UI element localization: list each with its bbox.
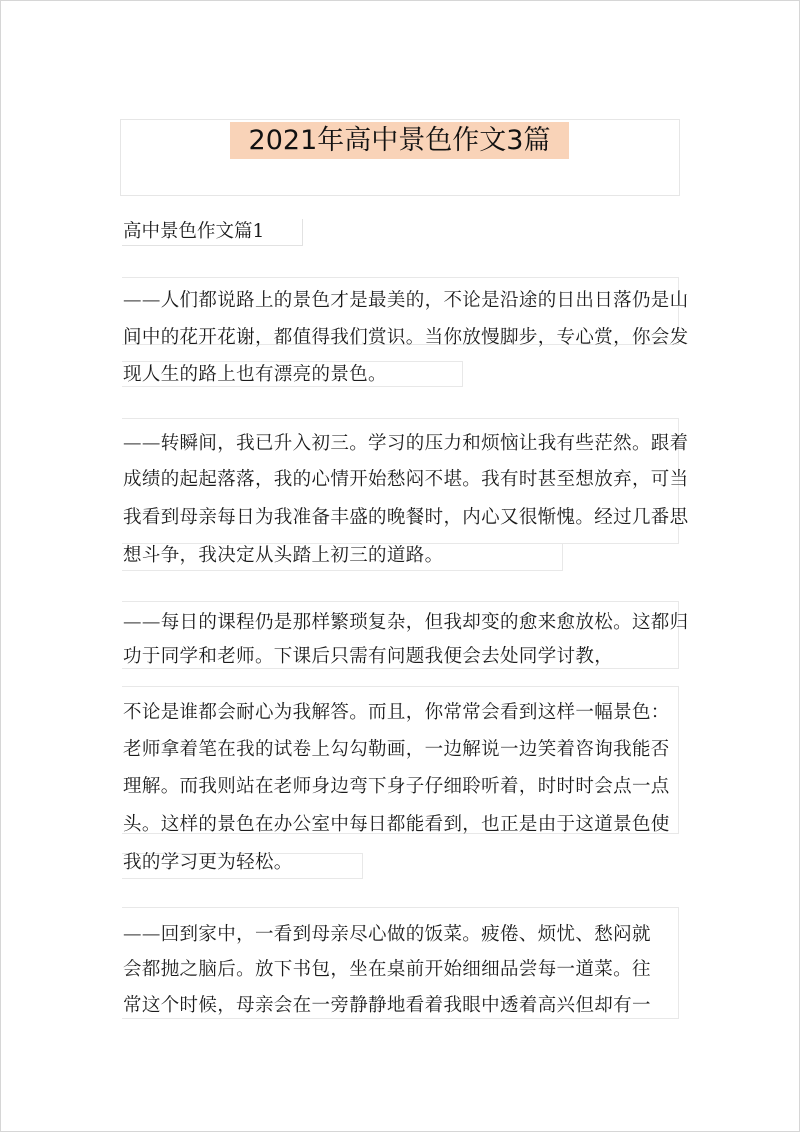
paragraph-line: 头。这样的景色在办公室中每日都能看到，也正是由于这道景色使 (123, 814, 670, 835)
document-title: 2021年高中景色作文3篇 (248, 125, 551, 156)
paragraph-line: 常这个时候，母亲会在一旁静静地看着我眼中透着高兴但却有一 (123, 995, 651, 1016)
paragraph-line: 我的学习更为轻松。 (123, 852, 293, 873)
paragraph-line: 不论是谁都会耐心为我解答。而且，你常常会看到这样一幅景色： (123, 702, 670, 723)
indent-dash: —— (123, 612, 161, 633)
paragraph-line: 想斗争，我决定从头踏上初三的道路。 (123, 545, 444, 566)
indent-dash: —— (123, 290, 161, 311)
paragraph-line: 功于同学和老师。下课后只需有问题我便会去处同学讨教， (123, 646, 614, 667)
paragraph-line: 间中的花开花谢，都值得我们赏识。当你放慢脚步，专心赏，你会发 (123, 327, 689, 348)
indent-dash: —— (123, 433, 161, 454)
paragraph-line (123, 609, 689, 637)
paragraph-line: 成绩的起起落落，我的心情开始愁闷不堪。我有时甚至想放弃，可当 (123, 469, 689, 490)
paragraph-line (123, 287, 689, 315)
line-text: 转瞬间，我已升入初三。学习的压力和烦恼让我有些茫然。跟着 (160, 433, 689, 454)
line-text: 人们都说路上的景色才是最美的，不论是沿途的日出日落仍是山 (160, 290, 689, 311)
paragraph-line: 我看到母亲每日为我准备丰盛的晚餐时，内心又很惭愧。经过几番思 (123, 507, 689, 528)
paragraph-line (123, 430, 689, 458)
paragraph-line (123, 921, 651, 949)
indent-dash: —— (123, 924, 161, 945)
line-text: 回到家中，一看到母亲尽心做的饭菜。疲倦、烦忧、愁闷就 (160, 924, 651, 945)
section-heading: 高中景色作文篇1 (123, 221, 265, 242)
paragraph-line: 会都抛之脑后。放下书包，坐在桌前开始细细品尝每一道菜。往 (123, 959, 651, 980)
paragraph-line: 现人生的路上也有漂亮的景色。 (123, 364, 387, 385)
paragraph-line: 理解。而我则站在老师身边弯下身子仔细聆听着，时时时会点一点 (123, 776, 670, 797)
line-text: 每日的课程仍是那样繁琐复杂，但我却变的愈来愈放松。这都归 (160, 612, 689, 633)
paragraph-line: 老师拿着笔在我的试卷上勾勾勒画，一边解说一边笑着咨询我能否 (123, 739, 670, 760)
